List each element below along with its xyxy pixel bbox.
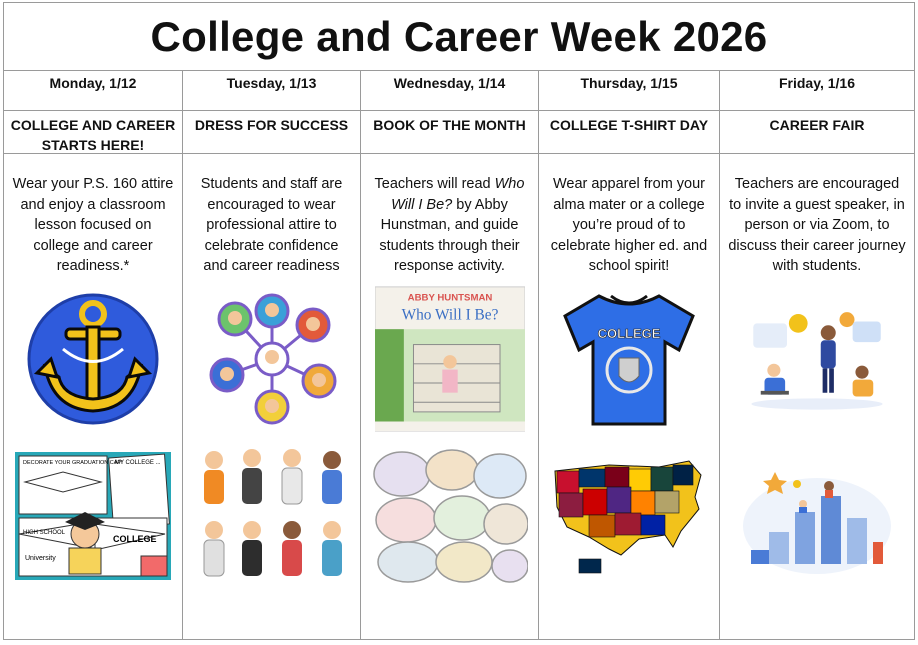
worksheet-text-2: MY COLLEGE ... [115, 459, 161, 466]
guest-speaker-illustration [742, 284, 892, 434]
page-title: College and Career Week 2026 [150, 12, 768, 60]
day-description: Teachers are encouraged to invite a guest speaker, in person or via Zoom, to discuss their career journey with students. [728, 176, 906, 274]
careers-network-image [197, 284, 347, 434]
day-header: Friday, 1/16 [720, 71, 914, 111]
anchor-logo-image [18, 284, 168, 434]
day-header: Monday, 1/12 [4, 71, 182, 111]
day-column-tuesday [183, 71, 361, 640]
day-description: Wear apparel from your alma mater or a college you’re proud of to celebrate higher ed. and school spirit! [550, 176, 708, 274]
dream-bubbles-image [370, 448, 530, 583]
worksheet-text-1: DECORATE YOUR GRADUATION CAP! [23, 459, 123, 466]
tshirt-text: COLLEGE [597, 326, 661, 341]
day-theme: COLLEGE T-SHIRT DAY [539, 111, 719, 154]
worksheet-university: University [25, 554, 56, 562]
us-college-map-image [549, 448, 709, 583]
day-header: Tuesday, 1/13 [183, 71, 360, 111]
title-row [4, 3, 914, 71]
book-title: Who Will I Be? [401, 306, 498, 324]
book-cover-image [375, 284, 525, 434]
day-column-friday [720, 71, 914, 640]
day-column-monday [4, 71, 183, 640]
book-author: ABBY HUNTSMAN [407, 292, 492, 304]
day-column-wednesday [361, 71, 539, 640]
college-tshirt-image [554, 284, 704, 434]
graduation-worksheet-image [13, 448, 173, 583]
day-theme: CAREER FAIR [720, 111, 914, 154]
day-theme: BOOK OF THE MONTH [361, 111, 538, 154]
day-header: Wednesday, 1/14 [361, 71, 538, 111]
worksheet-college: COLLEGE [113, 533, 157, 544]
worksheet-high-school: HIGH SCHOOL [23, 529, 66, 536]
calendar-document [3, 2, 915, 640]
day-theme: COLLEGE AND CAREER STARTS HERE! [4, 111, 182, 154]
day-header: Thursday, 1/15 [539, 71, 719, 111]
day-theme: DRESS FOR SUCCESS [183, 111, 360, 154]
professionals-clipart-image [192, 448, 352, 583]
day-description: Students and staff are encouraged to wear professional attire to celebrate confidence and career readiness [200, 176, 343, 274]
week-grid [4, 71, 914, 640]
day-description: Teachers will read Who Will I Be? by Abby Hunstman, and guide students through their response activity. [374, 176, 525, 274]
day-description: Wear your P.S. 160 attire and enjoy a classroom lesson focused on college and career readiness.* [12, 176, 174, 274]
career-growth-illustration [737, 448, 897, 583]
day-column-thursday [539, 71, 720, 640]
